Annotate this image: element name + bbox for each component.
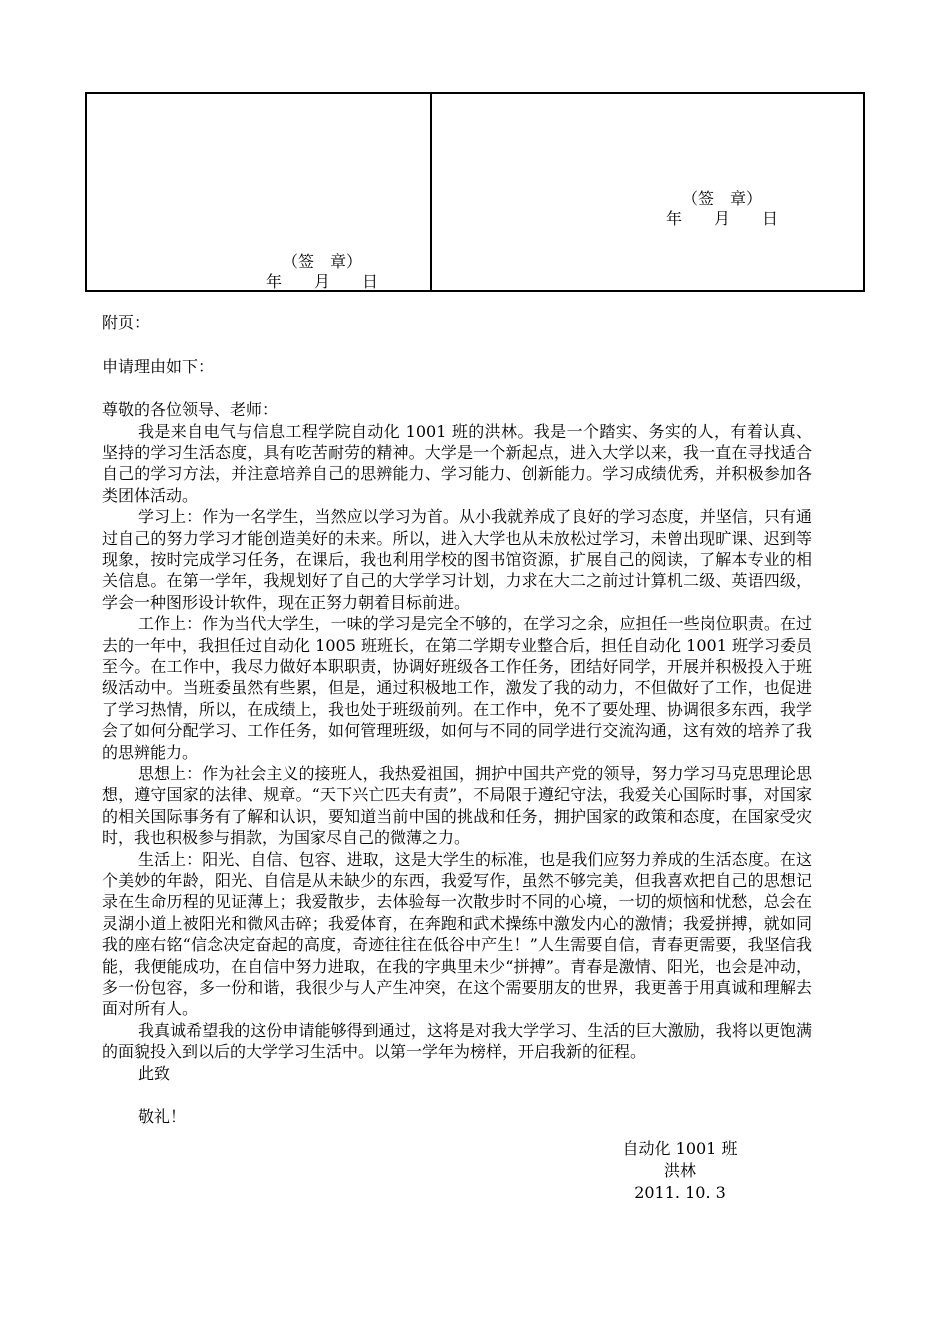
letter-signature bbox=[605, 1138, 755, 1204]
signature-block-left bbox=[232, 252, 412, 292]
date-label: 年 月 日 bbox=[265, 272, 378, 291]
letter-body bbox=[102, 312, 812, 1128]
signature-cell-left bbox=[87, 94, 432, 290]
signature-table bbox=[85, 92, 865, 292]
stamp-label: （签 章） bbox=[281, 252, 362, 271]
signature-class: 自动化 1001 班 bbox=[622, 1139, 738, 1158]
paragraph-work: 工作上：作为当代大学生，一味的学习是完全不够的，在学习之余，应担任一些岗位职责。在过去的一年中，我担任过自动化 1005 班班长，在第二学期专业整合后，担任自动化 1001 班学习委员至今。在工作中，我尽力做好本职职责，协调好班级各工作任务，团结好同学，开展并积极投入于班级活动中。当班委虽然有些累，但是，通过积极地工作，激发了我的动力，不但做好了工作，也促进了学习热情，所以，在成绩上，我也处于班级前列。在工作中，免不了要处理、协调很多东西，我学会了如何分配学习、工作任务，如何管理班级，如何与不同的同学进行交流沟通，这有效的培养了我的思辨能力。 bbox=[102, 614, 812, 762]
closing-salute: 敬礼！ bbox=[138, 1107, 187, 1127]
stamp-label: （签 章） bbox=[681, 189, 762, 208]
paragraph-conclusion: 我真诚希望我的这份申请能够得到通过，这将是对我大学学习、生活的巨大激励，我将以更饱满的面貌投入到以后的大学学习生活中。以第一学年为榜样，开启我新的征程。 bbox=[102, 1020, 812, 1062]
closing-regards: 此致 bbox=[138, 1063, 171, 1083]
reason-heading: 申请理由如下： bbox=[102, 356, 215, 376]
date-label: 年 月 日 bbox=[665, 209, 778, 228]
paragraph-life: 生活上：阳光、自信、包容、进取，这是大学生的标准，也是我们应努力养成的生活态度。在这个美妙的年龄，阳光、自信是从未缺少的东西，我爱写作，虽然不够完美，但我喜欢把自己的思想记录在生命历程的见证薄上；我爱散步，去体验每一次散步时不同的心境，一切的烦恼和忧愁，总会在灵湖小道上被阳光和微风击碎；我爱体育，在奔跑和武术操练中激发内心的激情；我爱拼搏，就如同我的座右铭“信念决定奋起的高度，奇迹往往在低谷中产生！”人生需要自信，青春更需要，我坚信我能，我便能成功，在自信中努力进取，在我的字典里未少“拼搏”。青春是激情、阳光，也会是冲动，多一份包容，多一份和谐，我很少与人产生冲突，在这个需要朋友的世界，我更善于用真诚和理解去面对所有人。 bbox=[102, 849, 812, 1019]
appendix-label: 附页： bbox=[102, 313, 151, 332]
paragraph-thought: 思想上：作为社会主义的接班人，我热爱祖国，拥护中国共产党的领导，努力学习马克思理论思想，遵守国家的法律、规章。“天下兴亡匹夫有责”，不局限于遵纪守法，我爱关心国际时事，对国家的相关国际事务有了解和认识，要知道当前中国的挑战和任务，拥护国家的政策和态度，在国家受灾时，我也积极参与捐款，为国家尽自己的微薄之力。 bbox=[102, 764, 812, 848]
salutation: 尊敬的各位领导、老师： bbox=[102, 400, 279, 419]
signature-block-right bbox=[632, 189, 812, 229]
signature-name: 洪林 bbox=[663, 1161, 696, 1180]
signature-cell-right bbox=[432, 94, 863, 290]
paragraph-study: 学习上：作为一名学生，当然应以学习为首。从小我就养成了良好的学习态度，并坚信，只有通过自己的努力学习才能创造美好的未来。所以，进入大学也从未放松过学习，未曾出现旷课、迟到等现象，按时完成学习任务，在课后，我也利用学校的图书馆资源，扩展自己的阅读，了解本专业的相关信息。在第一学年，我规划好了自己的大学学习计划，力求在大二之前过计算机二级、英语四级，学会一种图形设计软件，现在正努力朝着目标前进。 bbox=[102, 507, 812, 612]
paragraph-intro: 我是来自电气与信息工程学院自动化 1001 班的洪林。我是一个踏实、务实的人，有着认真、坚持的学习生活态度，具有吃苦耐劳的精神。大学是一个新起点，进入大学以来，我一直在寻找适合自己的学习方法，并注意培养自己的思辨能力、学习能力、创新能力。学习成绩优秀，并积极参加各类团体活动。 bbox=[102, 421, 812, 505]
signature-date: 2011. 10. 3 bbox=[634, 1183, 726, 1202]
